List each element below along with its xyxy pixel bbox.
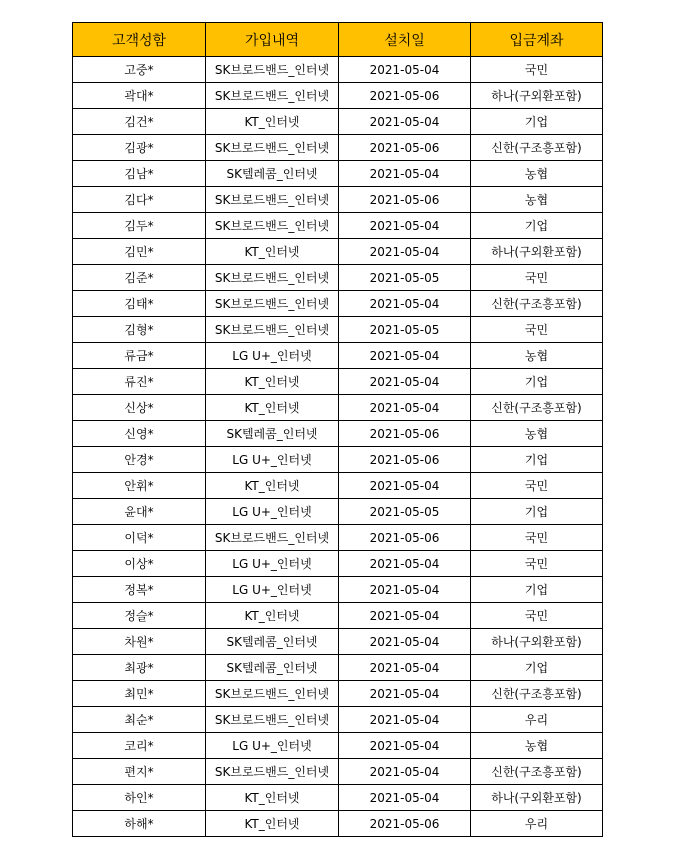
table-row <box>73 655 603 681</box>
customer-name-cell: 최민* <box>73 681 206 707</box>
install-date-cell: 2021-05-06 <box>339 83 471 109</box>
subscription-cell: SK브로드밴드_인터넷 <box>206 265 339 291</box>
table-row <box>73 577 603 603</box>
install-date-cell: 2021-05-04 <box>339 785 471 811</box>
deposit-account-cell: 하나(구외환포함) <box>471 83 603 109</box>
install-date-cell: 2021-05-04 <box>339 239 471 265</box>
customer-name-cell: 김건* <box>73 109 206 135</box>
table-row <box>73 447 603 473</box>
customer-name-cell: 안휘* <box>73 473 206 499</box>
table-row <box>73 421 603 447</box>
subscription-cell: SK브로드밴드_인터넷 <box>206 213 339 239</box>
table-row <box>73 239 603 265</box>
deposit-account-cell: 국민 <box>471 525 603 551</box>
install-date-cell: 2021-05-06 <box>339 135 471 161</box>
subscription-cell: SK텔레콤_인터넷 <box>206 421 339 447</box>
subscription-cell: LG U+_인터넷 <box>206 447 339 473</box>
subscription-cell: SK브로드밴드_인터넷 <box>206 317 339 343</box>
subscription-cell: SK브로드밴드_인터넷 <box>206 707 339 733</box>
customer-name-cell: 김준* <box>73 265 206 291</box>
install-date-cell: 2021-05-04 <box>339 551 471 577</box>
deposit-account-cell: 국민 <box>471 473 603 499</box>
table-row <box>73 681 603 707</box>
subscription-cell: SK브로드밴드_인터넷 <box>206 525 339 551</box>
deposit-account-cell: 국민 <box>471 57 603 83</box>
subscription-cell: KT_인터넷 <box>206 109 339 135</box>
install-date-cell: 2021-05-04 <box>339 395 471 421</box>
subscription-cell: LG U+_인터넷 <box>206 577 339 603</box>
install-date-cell: 2021-05-04 <box>339 577 471 603</box>
customer-name-cell: 코리* <box>73 733 206 759</box>
install-date-cell: 2021-05-04 <box>339 733 471 759</box>
header-subscription: 가입내역 <box>206 23 339 57</box>
table-row <box>73 369 603 395</box>
install-date-cell: 2021-05-04 <box>339 473 471 499</box>
table-row <box>73 811 603 837</box>
table-row <box>73 265 603 291</box>
install-date-cell: 2021-05-06 <box>339 421 471 447</box>
customer-name-cell: 김형* <box>73 317 206 343</box>
deposit-account-cell: 우리 <box>471 811 603 837</box>
deposit-account-cell: 신한(구조흥포함) <box>471 759 603 785</box>
install-date-cell: 2021-05-06 <box>339 525 471 551</box>
table-row <box>73 551 603 577</box>
table-row <box>73 499 603 525</box>
deposit-account-cell: 기업 <box>471 655 603 681</box>
customer-name-cell: 이덕* <box>73 525 206 551</box>
customer-name-cell: 고중* <box>73 57 206 83</box>
deposit-account-cell: 농협 <box>471 187 603 213</box>
deposit-account-cell: 신한(구조흥포함) <box>471 681 603 707</box>
customer-name-cell: 신영* <box>73 421 206 447</box>
table-row <box>73 395 603 421</box>
deposit-account-cell: 우리 <box>471 707 603 733</box>
table-row <box>73 603 603 629</box>
subscription-cell: KT_인터넷 <box>206 603 339 629</box>
deposit-account-cell: 농협 <box>471 733 603 759</box>
customer-name-cell: 김광* <box>73 135 206 161</box>
deposit-account-cell: 하나(구외환포함) <box>471 785 603 811</box>
deposit-account-cell: 기업 <box>471 213 603 239</box>
deposit-account-cell: 신한(구조흥포함) <box>471 291 603 317</box>
customer-name-cell: 류진* <box>73 369 206 395</box>
subscription-cell: SK브로드밴드_인터넷 <box>206 759 339 785</box>
customer-name-cell: 최광* <box>73 655 206 681</box>
customer-name-cell: 차원* <box>73 629 206 655</box>
subscription-cell: LG U+_인터넷 <box>206 733 339 759</box>
subscription-cell: SK브로드밴드_인터넷 <box>206 187 339 213</box>
table-row <box>73 57 603 83</box>
deposit-account-cell: 하나(구외환포함) <box>471 629 603 655</box>
customer-name-cell: 하인* <box>73 785 206 811</box>
subscription-cell: SK브로드밴드_인터넷 <box>206 291 339 317</box>
table-row <box>73 83 603 109</box>
install-date-cell: 2021-05-05 <box>339 265 471 291</box>
customer-name-cell: 신상* <box>73 395 206 421</box>
customer-name-cell: 하해* <box>73 811 206 837</box>
deposit-account-cell: 국민 <box>471 603 603 629</box>
table-row <box>73 291 603 317</box>
deposit-account-cell: 기업 <box>471 369 603 395</box>
install-date-cell: 2021-05-06 <box>339 811 471 837</box>
table-row <box>73 135 603 161</box>
subscription-cell: KT_인터넷 <box>206 811 339 837</box>
table-row <box>73 317 603 343</box>
customer-name-cell: 김남* <box>73 161 206 187</box>
customer-name-cell: 정복* <box>73 577 206 603</box>
install-date-cell: 2021-05-06 <box>339 187 471 213</box>
table-row <box>73 343 603 369</box>
table-row <box>73 525 603 551</box>
deposit-account-cell: 농협 <box>471 161 603 187</box>
header-customer-name: 고객성함 <box>73 23 206 57</box>
install-date-cell: 2021-05-05 <box>339 499 471 525</box>
subscription-cell: SK브로드밴드_인터넷 <box>206 83 339 109</box>
header-install-date: 설치일 <box>339 23 471 57</box>
install-date-cell: 2021-05-04 <box>339 213 471 239</box>
install-date-cell: 2021-05-04 <box>339 161 471 187</box>
deposit-account-cell: 기업 <box>471 447 603 473</box>
subscription-cell: LG U+_인터넷 <box>206 551 339 577</box>
subscription-cell: KT_인터넷 <box>206 369 339 395</box>
customer-name-cell: 안경* <box>73 447 206 473</box>
subscription-cell: SK브로드밴드_인터넷 <box>206 681 339 707</box>
header-row <box>73 23 603 57</box>
header-deposit-account: 입금계좌 <box>471 23 603 57</box>
customer-name-cell: 김다* <box>73 187 206 213</box>
customer-name-cell: 최순* <box>73 707 206 733</box>
install-date-cell: 2021-05-05 <box>339 317 471 343</box>
deposit-account-cell: 신한(구조흥포함) <box>471 135 603 161</box>
install-date-cell: 2021-05-04 <box>339 629 471 655</box>
deposit-account-cell: 농협 <box>471 343 603 369</box>
subscription-cell: SK브로드밴드_인터넷 <box>206 57 339 83</box>
subscription-cell: LG U+_인터넷 <box>206 343 339 369</box>
subscription-cell: KT_인터넷 <box>206 785 339 811</box>
customer-name-cell: 윤대* <box>73 499 206 525</box>
subscription-cell: SK텔레콤_인터넷 <box>206 655 339 681</box>
customer-name-cell: 김태* <box>73 291 206 317</box>
table-row <box>73 785 603 811</box>
table-row <box>73 473 603 499</box>
install-date-cell: 2021-05-04 <box>339 681 471 707</box>
table-row <box>73 629 603 655</box>
customer-name-cell: 편지* <box>73 759 206 785</box>
deposit-account-cell: 기업 <box>471 499 603 525</box>
customer-name-cell: 곽대* <box>73 83 206 109</box>
subscription-cell: LG U+_인터넷 <box>206 499 339 525</box>
table-row <box>73 187 603 213</box>
deposit-account-cell: 국민 <box>471 317 603 343</box>
customer-name-cell: 류금* <box>73 343 206 369</box>
customer-name-cell: 김민* <box>73 239 206 265</box>
table-body <box>73 57 603 837</box>
customer-table <box>72 22 603 837</box>
subscription-cell: SK텔레콤_인터넷 <box>206 161 339 187</box>
customer-name-cell: 이상* <box>73 551 206 577</box>
install-date-cell: 2021-05-04 <box>339 707 471 733</box>
customer-name-cell: 김두* <box>73 213 206 239</box>
subscription-cell: KT_인터넷 <box>206 395 339 421</box>
deposit-account-cell: 신한(구조흥포함) <box>471 395 603 421</box>
deposit-account-cell: 기업 <box>471 577 603 603</box>
table-row <box>73 213 603 239</box>
table-row <box>73 759 603 785</box>
install-date-cell: 2021-05-04 <box>339 603 471 629</box>
deposit-account-cell: 하나(구외환포함) <box>471 239 603 265</box>
install-date-cell: 2021-05-04 <box>339 655 471 681</box>
install-date-cell: 2021-05-04 <box>339 369 471 395</box>
install-date-cell: 2021-05-04 <box>339 343 471 369</box>
table-row <box>73 161 603 187</box>
table-row <box>73 733 603 759</box>
subscription-cell: KT_인터넷 <box>206 239 339 265</box>
table-row <box>73 109 603 135</box>
subscription-cell: KT_인터넷 <box>206 473 339 499</box>
install-date-cell: 2021-05-04 <box>339 109 471 135</box>
install-date-cell: 2021-05-04 <box>339 57 471 83</box>
customer-name-cell: 정슬* <box>73 603 206 629</box>
deposit-account-cell: 국민 <box>471 265 603 291</box>
subscription-cell: SK브로드밴드_인터넷 <box>206 135 339 161</box>
install-date-cell: 2021-05-04 <box>339 291 471 317</box>
install-date-cell: 2021-05-06 <box>339 447 471 473</box>
deposit-account-cell: 농협 <box>471 421 603 447</box>
table-row <box>73 707 603 733</box>
install-date-cell: 2021-05-04 <box>339 759 471 785</box>
deposit-account-cell: 기업 <box>471 109 603 135</box>
deposit-account-cell: 국민 <box>471 551 603 577</box>
subscription-cell: SK텔레콤_인터넷 <box>206 629 339 655</box>
